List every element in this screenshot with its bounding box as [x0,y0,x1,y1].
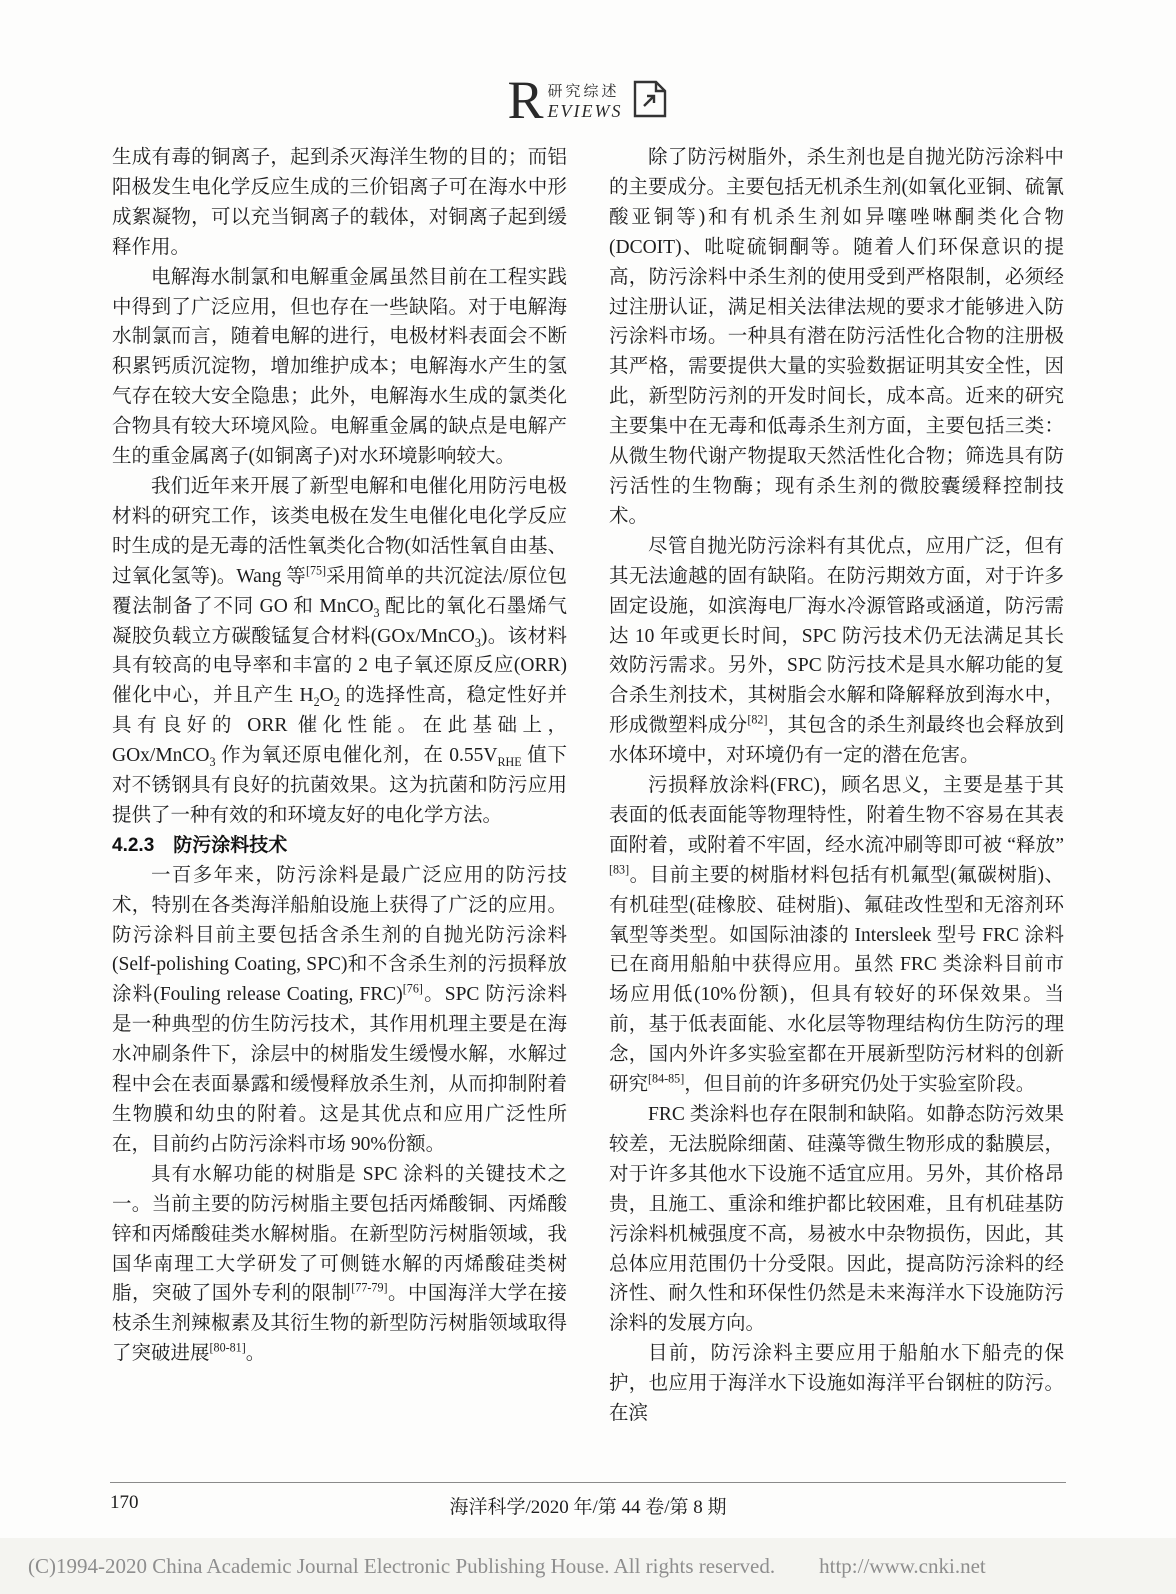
page-number: 170 [110,1492,139,1513]
paragraph: 目前，防污涂料主要应用于船舶水下船壳的保护，也应用于海洋水下设施如海洋平台钢桩的防污。在滨 [609,1343,1064,1425]
paragraph: 一百多年来，防污涂料是最广泛应用的防污技术，特别在各类海洋船舶设施上获得了广泛的应用。防污涂料目前主要包括含杀生剂的自抛光防污涂料(Self-polishing Coating, SPC)和不含杀生剂的污损释放涂料(Fouling release Coating, FRC)[76]。SPC 防污涂料是一种典型的仿生防污技术，其作用机理主要是在海水冲刷条件下，涂层中的树脂发生缓慢水解，水解过程中会在表面暴露和缓慢释放杀生剂，从而抑制附着生物膜和幼虫的附着。这是其优点和应用广泛性所在，目前约占防污涂料市场 90%份额。 [112,864,567,1155]
footer-inner [110,1492,1066,1519]
reviews-logo-text [548,80,623,122]
document-arrow-icon [631,76,669,125]
copyright-bar [0,1538,1176,1594]
paragraph: 除了防污树脂外，杀生剂也是自抛光防污涂料中的主要成分。主要包括无机杀生剂(如氧化亚铜、硫氰酸亚铜等)和有机杀生剂如异噻唑啉酮类化合物(DCOIT)、吡啶硫铜酮等。随着人们环保意识的提高，防污涂料中杀生剂的使用受到严格限制，必须经过注册认证，满足相关法律法规的要求才能够进入防污涂料市场。一种具有潜在防污活性化合物的注册极其严格，需要提供大量的实验数据证明其安全性，因此，新型防污剂的开发时间长，成本高。近来的研究主要集中在无毒和低毒杀生剂方面，主要包括三类：从微生物代谢产物提取天然活性化合物；筛选具有防污活性的生物酶；现有杀生剂的微胶囊缓释控制技术。 [609,147,1064,527]
paragraph: 具有水解功能的树脂是 SPC 涂料的关键技术之一。当前主要的防污树脂主要包括丙烯酸铜、丙烯酸锌和丙烯酸硅类水解树脂。在新型防污树脂领域，我国华南理工大学研发了可侧链水解的丙烯酸硅类树脂，突破了国外专利的限制[77-79]。中国海洋大学在接枝杀生剂辣椒素及其衍生物的新型防污树脂领域取得了突破进展[80-81]。 [112,1163,567,1365]
paragraph: 尽管自抛光防污涂料有其优点，应用广泛，但有其无法逾越的固有缺陷。在防污期效方面，对于许多固定设施，如滨海电厂海水冷源管路或涵道，防污需达 10 年或更长时间，SPC 防污技术仍无法满足其长效防污需求。另外，SPC 防污技术是具水解功能的复合杀生剂技术，其树脂会水解和降解释放到海水中，形成微塑料成分[82]，其包含的杀生剂最终也会释放到水体环境中，对环境仍有一定的潜在危害。 [609,535,1064,767]
copyright-url: http://www.cnki.net [819,1553,986,1578]
reviews-logo-english: EVIEWS [547,101,623,121]
right-column [609,143,1064,1429]
left-column [112,143,567,1429]
paragraph: FRC 类涂料也存在限制和缺陷。如静态防污效果较差，无法脱除细菌、硅藻等微生物形成的黏膜层，对于许多其他水下设施不适宜应用。另外，其价格昂贵，且施工、重涂和维护都比较困难，且有机硅基防污涂料机械强度不高，易被水中杂物损伤，因此，其总体应用范围仍十分受限。因此，提高防污涂料的经济性、耐久性和环保性仍然是未来海洋水下设施防污涂料的发展方向。 [609,1104,1064,1335]
page-footer [110,1482,1066,1519]
copyright-notice: (C)1994-2020 China Academic Journal Electronic Publishing House. All rights reserved. [28,1553,776,1578]
article-body [112,143,1064,1429]
section-heading: 4.2.3 防污涂料技术 [112,834,288,856]
journal-citation: 海洋科学/2020 年/第 44 卷/第 8 期 [449,1497,727,1518]
journal-section-logo [0,0,1176,130]
paragraph: 生成有毒的铜离子，起到杀灭海洋生物的目的；而铝阳极发生电化学反应生成的三价铝离子可在海水中形成絮凝物，可以充当铜离子的载体，对铜离子起到缓释作用。 [112,147,567,258]
reviews-logo-letter: R [507,70,544,130]
paragraph: 我们近年来开展了新型电解和电催化用防污电极材料的研究工作，该类电极在发生电催化电化学反应时生成的是无毒的活性氧类化合物(如活性氧自由基、过氧化氢等)。Wang 等[75]采用简单的共沉淀法/原位包覆法制备了不同 GO 和 MnCO$_3$ 配比的氧化石墨烯气凝胶负载立方碳酸锰复合材料(GOx/MnCO$_3$)。该材料具有较高的电导率和丰富的 2 电子氧还原反应(ORR)催化中心，并且产生 $H_2O_2$ 的选择性高，稳定性好并具有良好的 ORR 催化性能。在此基础上，GOx/MnCO$_3$ 作为氧还原电催化剂，在 $0.55V_{RHE}$ 值下对不锈钢具有良好的抗菌效果。这为抗菌和防污应用提供了一种有效的和环境友好的电化学方法。 [112,475,568,826]
paragraph: 污损释放涂料(FRC)，顾名思义，主要是基于其表面的低表面能等物理特性，附着生物不容易在其表面附着，或附着不牢固，经水流冲刷等即可被 “释放” [83]。目前主要的树脂材料包括有机氟型(氟碳树脂)、有机硅型(硅橡胶、硅树脂)、氟硅改性型和无溶剂环氧型等类型。如国际油漆的 Intersleek 型号 FRC 涂料已在商用船舶中获得应用。虽然 FRC 类涂料目前市场应用低(10%份额)，但具有较好的环保效果。当前，基于低表面能、水化层等物理结构仿生防污的理念，国内外许多实验室都在开展新型防污材料的创新研究[84-85]，但目前的许多研究仍处于实验室阶段。 [609,775,1064,1096]
reviews-logo-chinese: 研究综述 [547,83,620,100]
paragraph: 电解海水制氯和电解重金属虽然目前在工程实践中得到了广泛应用，但也存在一些缺陷。对于电解海水制氯而言，随着电解的进行，电极材料表面会不断积累钙质沉淀物，增加维护成本；电解海水产生的氢气存在较大安全隐患；此外，电解海水生成的氯类化合物具有较大环境风险。电解重金属的缺点是电解产生的重金属离子(如铜离子)对水环境影响较大。 [112,266,567,468]
